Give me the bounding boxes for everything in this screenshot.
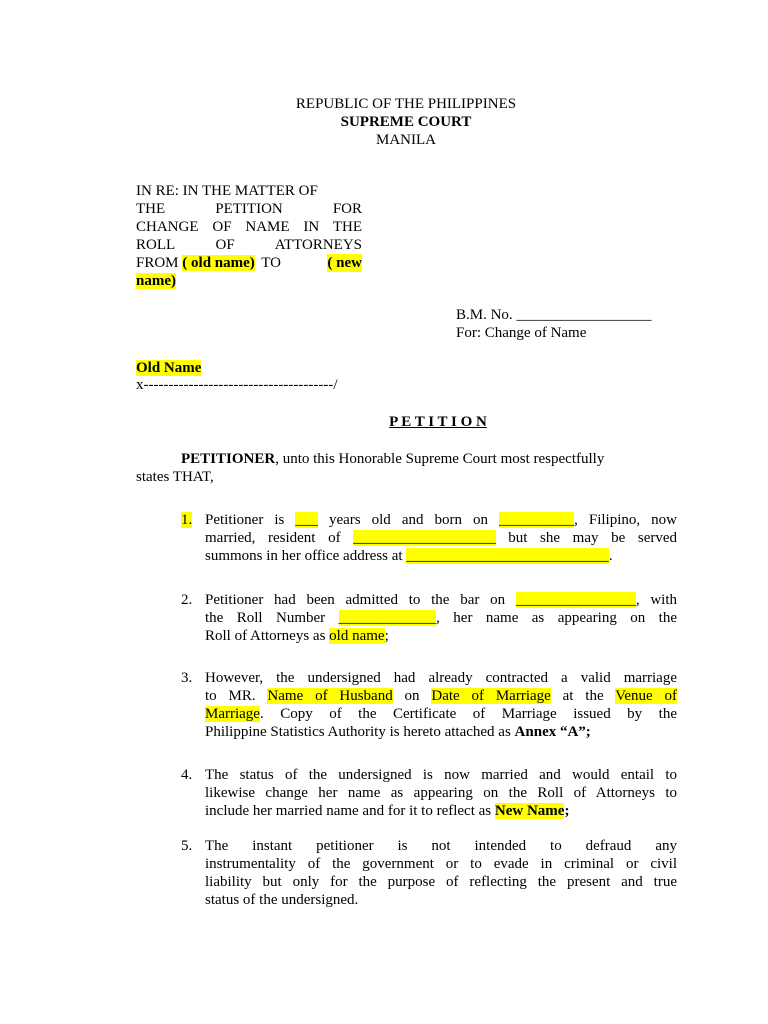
item-5 [205, 837, 677, 909]
new-name-placeholder-cont: name) [136, 273, 176, 289]
item-1-line-3: summons in her office address at ___________________________. [205, 548, 613, 564]
item-5-line-2: instrumentality of the government or to evade in criminal or civil [205, 856, 677, 872]
intro-text: , unto this Honorable Supreme Court most respectfully [275, 451, 605, 467]
item-1-number [181, 511, 192, 529]
case-caption [136, 182, 362, 290]
item-1-line-1: Petitioner is ___ years old and born on __________, Filipino, now [205, 512, 678, 528]
caption-line-5 [136, 254, 362, 272]
intro-petitioner: PETITIONER [181, 451, 276, 467]
item-5-line-4: status of the undersigned. [205, 892, 359, 908]
item-5-line-1: The instant petitioner is not intended to defraud any [205, 838, 677, 854]
item-4-line-2: likewise change her name as appearing on the Roll of Attorneys to [205, 785, 677, 801]
item-5-number: 5. [181, 838, 193, 854]
office-address-blank[interactable]: ___________________________ [406, 548, 609, 564]
header-republic: REPUBLIC OF THE PHILIPPINES [295, 96, 517, 112]
item-2-line-3: Roll of Attorneys as old name; [205, 628, 389, 644]
caption-line-6 [136, 272, 362, 290]
item-2 [205, 591, 677, 645]
caption-line-2: THE PETITION FOR [136, 201, 362, 217]
item-3 [205, 669, 677, 741]
item-2-line-1: Petitioner had been admitted to the bar on ________________, with [205, 592, 677, 608]
header-city: MANILA [376, 132, 436, 148]
caption-line-4: ROLL OF ATTORNEYS [136, 237, 362, 253]
header-court: SUPREME COURT [340, 114, 472, 130]
bar-date-blank[interactable]: ________________ [515, 592, 636, 608]
old-name-field[interactable]: old name [329, 628, 385, 644]
caption-separator: x--------------------------------------/ [136, 377, 338, 393]
annex-a: Annex “A”; [514, 724, 591, 740]
item-4 [205, 766, 677, 820]
item-2-line-2: the Roll Number _____________, her name as appearing on the [205, 610, 678, 626]
new-name-field[interactable]: New Name [494, 803, 565, 819]
item-3-line-3: Marriage. Copy of the Certificate of Marriage issued by the [205, 706, 677, 722]
item-3-number: 3. [181, 670, 193, 686]
old-name-highlight: Old Name [136, 360, 202, 376]
document-title: P E T I T I O N [389, 414, 487, 430]
item-3-line-2: to MR. Name of Husband on Date of Marriage at the Venue of [205, 688, 677, 704]
item-3-line-4: Philippine Statistics Authority is hereto attached as Annex “A”; [205, 724, 591, 740]
caption-from: FROM [136, 255, 183, 271]
item-2-number: 2. [181, 592, 193, 608]
item-3-line-1: However, the undersigned had already contracted a valid marriage [205, 670, 677, 686]
birth-date-blank[interactable]: __________ [499, 512, 575, 528]
roll-number-blank[interactable]: _____________ [338, 610, 437, 626]
item-4-number: 4. [181, 767, 193, 783]
residence-blank[interactable]: ___________________ [353, 530, 496, 546]
new-name-placeholder: ( new [327, 255, 362, 271]
bm-blank[interactable]: __________________ [516, 307, 652, 323]
old-name-label [136, 359, 201, 377]
age-blank[interactable]: ___ [295, 512, 318, 528]
item-4-line-1: The status of the undersigned is now married and would entail to [205, 767, 677, 783]
marriage-venue-field[interactable]: Venue of [615, 688, 677, 704]
bm-label: B.M. No. [456, 307, 517, 323]
caption-to: TO [257, 255, 281, 271]
marriage-venue-field-cont[interactable]: Marriage [205, 706, 260, 722]
husband-name-field[interactable]: Name of Husband [267, 688, 393, 704]
caption-line-1: IN RE: IN THE MATTER OF [136, 183, 318, 199]
item-1-number-highlight: 1. [181, 512, 193, 528]
item-1-line-2: married, resident of ___________________ but she may be served [205, 530, 677, 546]
bm-number [456, 306, 651, 324]
item-4-line-3: include her married name and for it to reflect as New Name; [205, 803, 570, 819]
old-name-placeholder: ( old name) [182, 255, 255, 271]
intro-line-1 [181, 450, 604, 468]
for-line: For: Change of Name [456, 325, 587, 341]
intro-line-2: states THAT, [136, 469, 214, 485]
caption-line-3: CHANGE OF NAME IN THE [136, 219, 362, 235]
marriage-date-field[interactable]: Date of Marriage [431, 688, 551, 704]
item-5-line-3: liability but only for the purpose of reflecting the present and true [205, 874, 677, 890]
item-1 [205, 511, 677, 565]
